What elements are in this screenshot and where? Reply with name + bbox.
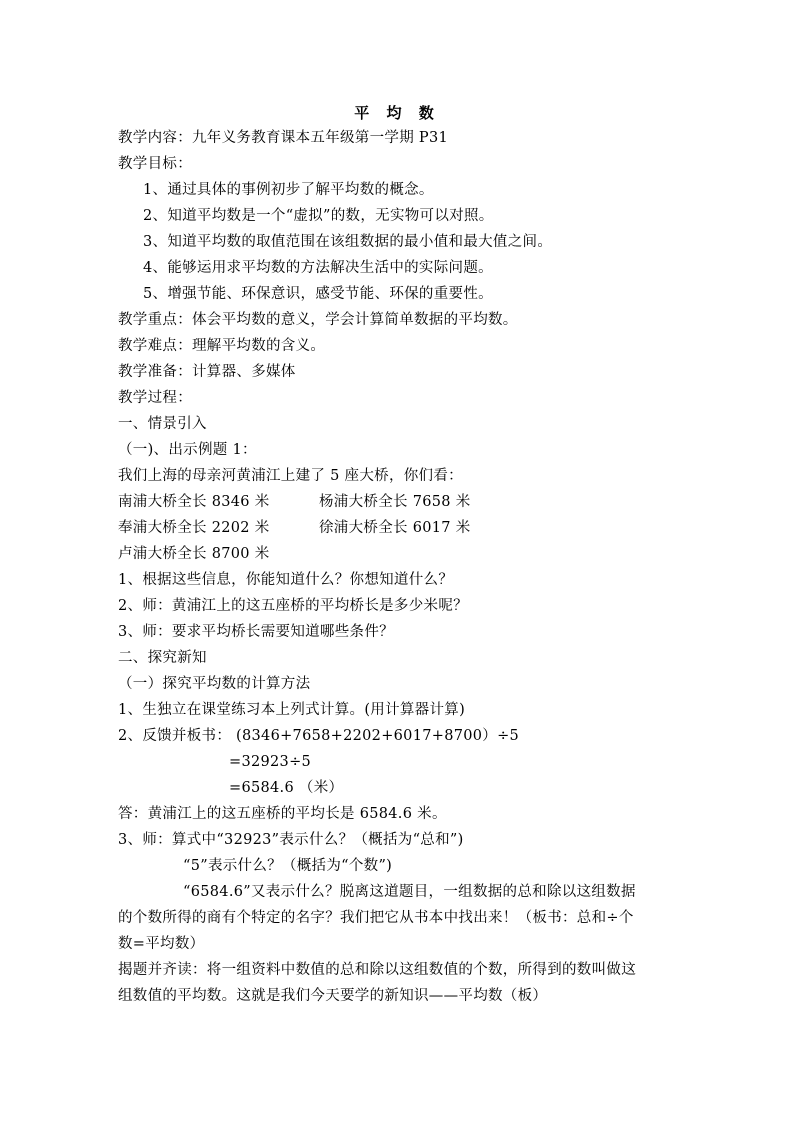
formula-line: 2、反馈并板书： (8346+7658+2202+6017+8700）÷5 <box>118 728 520 744</box>
text-line: 1、通过具体的事例初步了解平均数的概念。 <box>143 182 434 198</box>
text-line: 教学内容：九年义务教育课本五年级第一学期 P31 <box>118 130 449 146</box>
text-line: 教学目标： <box>118 156 192 172</box>
text-line: 教学过程： <box>118 390 192 406</box>
text-line: 3、知道平均数的取值范围在该组数据的最小值和最大值之间。 <box>143 234 553 250</box>
text-line: 2、知道平均数是一个“虚拟”的数，无实物可以对照。 <box>143 208 494 224</box>
text-line: 1、根据这些信息，你能知道什么？你想知道什么？ <box>118 572 454 588</box>
bridge-length: 南浦大桥全长 8346 米 <box>118 494 270 510</box>
bridge-length: 奉浦大桥全长 2202 米 <box>118 520 270 536</box>
text-line: 3、师：算式中“32923”表示什么？（概括为“总和”) <box>118 832 464 848</box>
bridge-length: 杨浦大桥全长 7658 米 <box>319 494 471 510</box>
text-line: 3、师：要求平均桥长需要知道哪些条件？ <box>118 624 394 640</box>
formula-line: =6584.6 （米） <box>229 780 344 796</box>
text-line: 我们上海的母亲河黄浦江上建了 5 座大桥，你们看： <box>118 468 463 484</box>
bridge-length: 卢浦大桥全长 8700 米 <box>118 546 270 562</box>
page-title: 平 均 数 <box>354 104 440 122</box>
text-line: 揭题并齐读：将一组资料中数值的总和除以这组数值的个数，所得到的数叫做这 <box>118 962 636 978</box>
text-line: 4、能够运用求平均数的方法解决生活中的实际问题。 <box>143 260 493 276</box>
text-line: 5、增强节能、环保意识，感受节能、环保的重要性。 <box>143 286 493 302</box>
text-line: 的个数所得的商有个特定的名字？我们把它从书本中找出来！（板书：总和÷个 <box>118 910 634 926</box>
text-line: 教学准备：计算器、多媒体 <box>118 364 296 380</box>
text-line: “5”表示什么？（概括为“个数”) <box>183 858 393 874</box>
text-line: 教学难点：理解平均数的含义。 <box>118 338 326 354</box>
text-line: 1、生独立在课堂练习本上列式计算。(用计算器计算) <box>118 702 466 718</box>
formula-line: =32923÷5 <box>229 754 312 770</box>
text-line: 2、师：黄浦江上的这五座桥的平均桥长是多少米呢？ <box>118 598 468 614</box>
text-line: 数=平均数） <box>118 936 205 952</box>
text-line: 组数值的平均数。这就是我们今天要学的新知识——平均数（板） <box>118 988 548 1004</box>
text-line: 二、探究新知 <box>118 650 207 666</box>
text-line: 答：黄浦江上的这五座桥的平均长是 6584.6 米。 <box>118 806 447 822</box>
text-line: “6584.6”又表示什么？脱离这道题目，一组数据的总和除以这组数据 <box>183 884 636 900</box>
text-line: 教学重点：体会平均数的意义，学会计算简单数据的平均数。 <box>118 312 518 328</box>
bridge-length: 徐浦大桥全长 6017 米 <box>319 520 471 536</box>
text-line: 一、情景引入 <box>118 416 207 432</box>
text-line: （一）探究平均数的计算方法 <box>118 676 311 692</box>
text-line: （一)、出示例题 1： <box>118 442 257 458</box>
